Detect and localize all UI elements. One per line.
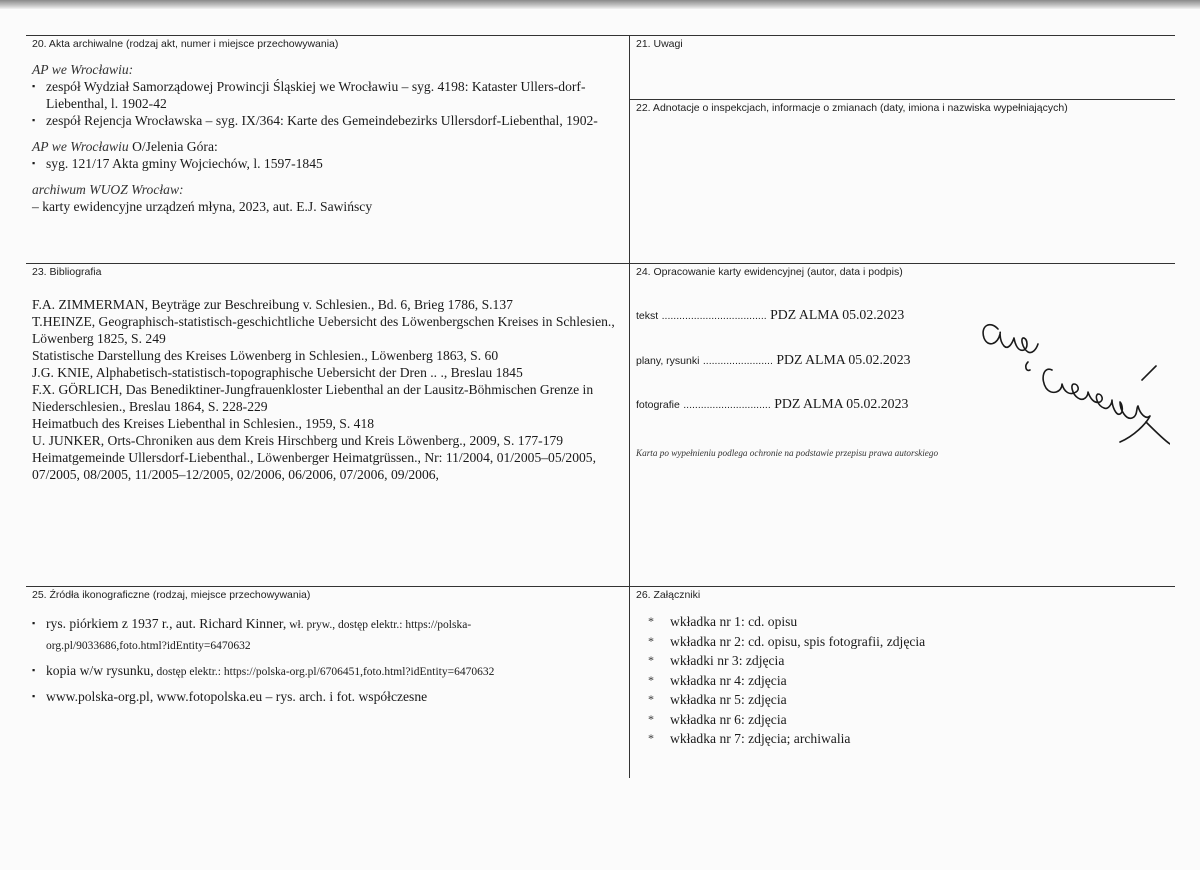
attachment-item: * wkładka nr 4: zdjęcia: [648, 671, 1175, 691]
bibliography-entry: Heimatbuch des Kreises Liebenthal in Schlesien., 1959, S. 418: [32, 416, 375, 431]
asterisk-icon: *: [648, 633, 654, 648]
archive-1-item-1: ▪ zespół Wydział Samorządowej Prowincji Śląskiej we Wrocławiu – syg. 4198: Kataster Ullers-dorf-Liebenthal, l. 1902-42: [32, 79, 586, 111]
authorship-row-photos: fotografie .............................. PDZ ALMA 05.02.2023: [636, 396, 909, 411]
attachment-item: * wkładka nr 6: zdjęcia: [648, 710, 1175, 730]
section-25-label: 25. Źródła ikonograficzne (rodzaj, miejsce przechowywania): [32, 589, 311, 601]
source-item-1: ▪ rys. piórkiem z 1937 r., aut. Richard Kinner, wł. pryw., dostęp elektr.: https://polska-org.pl/9033686,foto.html?idEntity=6470632: [32, 616, 472, 652]
archive-2-heading: AP we Wrocławiu O/Jelenia Góra:: [32, 139, 218, 154]
section-20-label: 20. Akta archiwalne (rodzaj akt, numer i miejsce przechowywania): [32, 38, 339, 50]
attachment-item: * wkładka nr 7: zdjęcia; archiwalia: [648, 729, 1175, 749]
archive-3-heading: archiwum WUOZ Wrocław:: [32, 182, 184, 197]
scan-edge-shadow: [0, 0, 1200, 9]
handwritten-signature: [970, 304, 1170, 484]
copyright-note: Karta po wypełnieniu podlega ochronie na podstawie przepisu prawa autorskiego: [636, 448, 939, 458]
section-22-label: 22. Adnotacje o inspekcjach, informacje o zmianach (daty, imiona i nazwiska wypełniających): [636, 102, 1068, 114]
asterisk-icon: *: [648, 731, 654, 745]
asterisk-icon: *: [648, 711, 654, 726]
bibliography-entry: Statistische Darstellung des Kreises Löwenberg in Schlesien., Löwenberg 1863, S. 60: [32, 348, 499, 363]
attachment-item: * wkładka nr 1: cd. opisu: [648, 612, 1175, 632]
section-25-iconographic-sources: [26, 587, 629, 778]
section-20-archival-records: [26, 36, 629, 263]
asterisk-icon: *: [648, 614, 654, 628]
bibliography-entry: U. JUNKER, Orts-Chroniken aus dem Kreis Hirschberg und Kreis Löwenberg., 2009, S. 177-179: [32, 433, 564, 448]
source-item-2: ▪ kopia w/w rysunku, dostęp elektr.: https://polska-org.pl/6706451,foto.html?idEntity=6470632: [32, 663, 495, 678]
asterisk-icon: *: [648, 692, 654, 706]
section-22-inspection-notes: [630, 100, 1175, 263]
archive-1-item-2: ▪ zespół Rejencja Wrocławska – syg. IX/364: Karte des Gemeindebezirks Ullersdorf-Liebenthal, 1902-: [32, 113, 598, 128]
bibliography-entry: T.HEINZE, Geographisch-statistisch-geschichtliche Uebersicht des Löwenbergschen Kreises in Schlesien., Löwenberg 1825, S. 249: [32, 314, 615, 346]
bullet-icon: ▪: [32, 665, 36, 675]
section-21-remarks: [630, 36, 1175, 99]
attachment-item: * wkładki nr 3: zdjęcia: [648, 651, 1175, 671]
attachment-item: * wkładka nr 2: cd. opisu, spis fotografii, zdjęcia: [648, 632, 1175, 652]
bibliography-entry: J.G. KNIE, Alphabetisch-statistisch-topographische Uebersicht der Dren .. ., Breslau 1845: [32, 365, 523, 380]
authorship-row-text: tekst .................................... PDZ ALMA 05.02.2023: [636, 307, 905, 322]
bullet-icon: ▪: [32, 691, 36, 701]
archive-3-line: – karty ewidencyjne urządzeń młyna, 2023, aut. E.J. Sawińscy: [32, 199, 373, 214]
asterisk-icon: *: [648, 672, 654, 687]
registration-card-form: [26, 35, 1175, 778]
bullet-icon: ▪: [32, 158, 36, 168]
bibliography-entry: F.X. GÖRLICH, Das Benediktiner-Jungfrauenkloster Liebenthal an der Lausitz-Böhmischen Grenze in Niederschlesien., Breslau 1864, S. 228-229: [32, 382, 594, 414]
bibliography-entry: F.A. ZIMMERMAN, Beyträge zur Beschreibung v. Schlesien., Bd. 6, Brieg 1786, S.137: [32, 297, 513, 312]
archive-1-heading: AP we Wrocławiu:: [32, 62, 134, 77]
source-item-3: ▪ www.polska-org.pl, www.fotopolska.eu – rys. arch. i fot. współczesne: [32, 689, 428, 704]
bullet-icon: ▪: [32, 618, 36, 628]
section-24-card-authorship: [630, 264, 1175, 586]
asterisk-icon: *: [648, 653, 654, 667]
section-26-attachments: [630, 587, 1175, 778]
section-24-label: 24. Opracowanie karty ewidencyjnej (autor, data i podpis): [636, 266, 903, 278]
section-26-label: 26. Załączniki: [636, 589, 701, 601]
bullet-icon: ▪: [32, 115, 36, 125]
section-23-label: 23. Bibliografia: [32, 266, 102, 278]
bullet-icon: ▪: [32, 81, 36, 91]
authorship-row-plans: plany, rysunki ........................ PDZ ALMA 05.02.2023: [636, 352, 911, 367]
bibliography-entry: Heimatgemeinde Ullersdorf-Liebenthal., Löwenberger Heimatgrüssen., Nr: 11/2004, 01/2005–05/2005, 07/2005, 08/2005, 11/2005–12/2005, 02/2006, 06/2006, 07/2006, 09/2006,: [32, 450, 597, 482]
archive-2-item-1: ▪ syg. 121/17 Akta gminy Wojciechów, l. 1597-1845: [32, 156, 323, 171]
attachment-item: * wkładka nr 5: zdjęcia: [648, 690, 1175, 710]
section-23-bibliography: [26, 264, 629, 586]
section-21-label: 21. Uwagi: [636, 38, 683, 50]
